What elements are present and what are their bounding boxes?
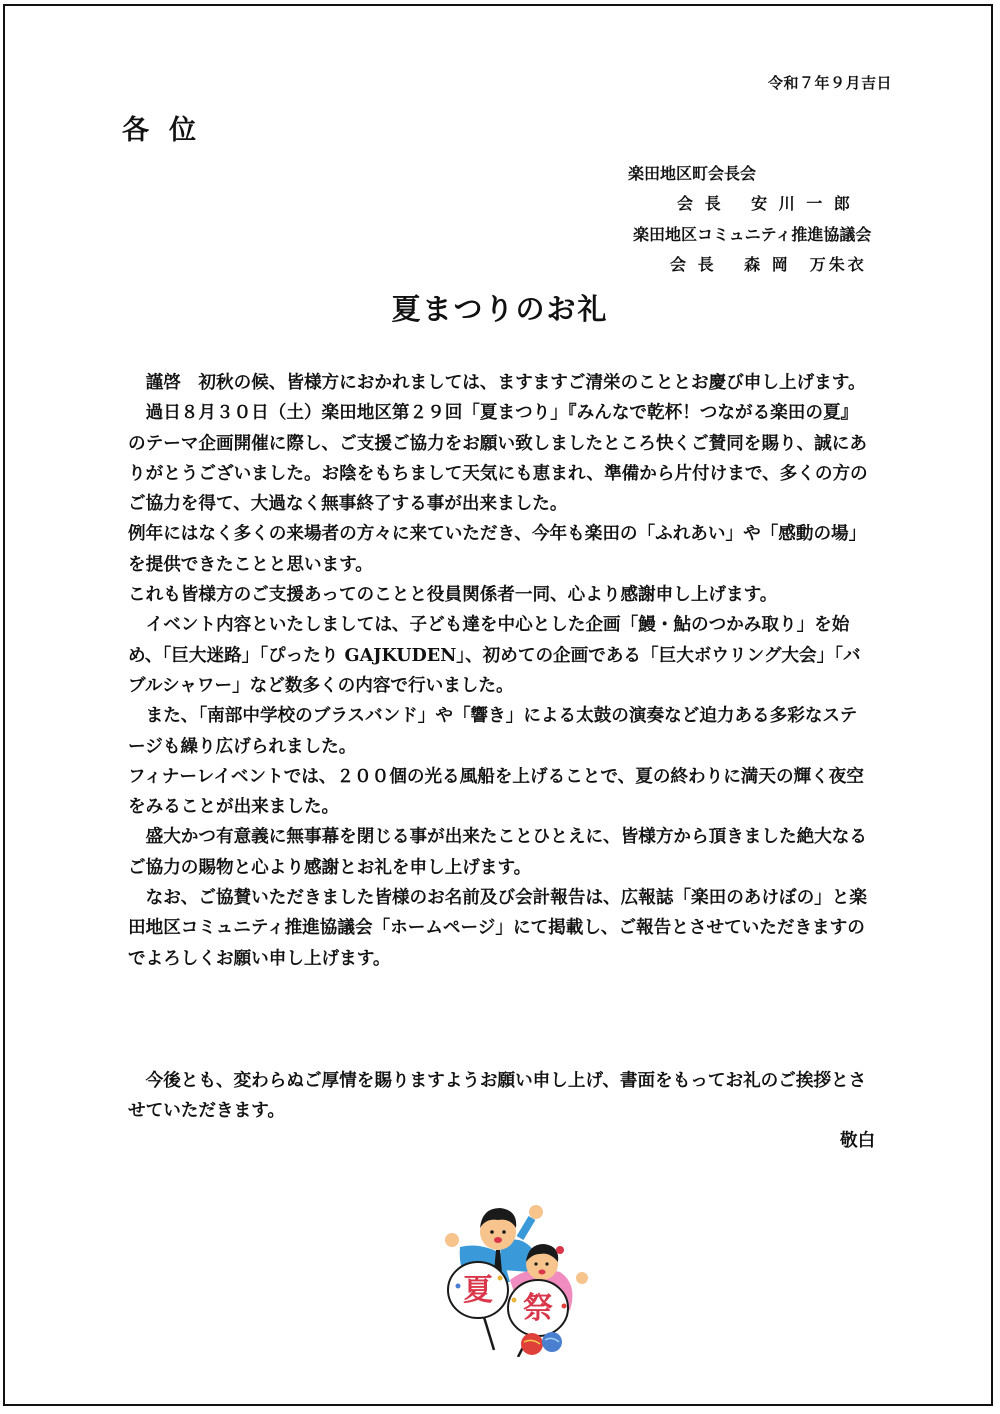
summer-festival-illustration bbox=[440, 1192, 600, 1357]
body-paragraph: これも皆様方のご支援あってのことと役員関係者一同、心より感謝申し上げます。 bbox=[128, 584, 778, 606]
letter-title: 夏まつりのお礼 bbox=[391, 292, 609, 326]
letter-body bbox=[128, 368, 868, 974]
body-paragraph: イベント内容といたしましては、子ども達を中心とした企画「鰻・鮎のつかみ取り」を始め、「巨大迷路」「ぴったり GAJKUDEN」、初めての企画である「巨大ボウリング大会」「バブルシャワー」など数多くの内容で行いました。 bbox=[128, 614, 861, 696]
fan-text-natsu: 夏 bbox=[463, 1273, 493, 1308]
body-paragraph: 過日８月３０日（土）楽田地区第２９回「夏まつり」『みんなで乾杯！つながる楽田の夏』のテーマ企画開催に際し、ご支援ご協力をお願い致しましたところ快くご賛同を賜り、誠にありがとうございました。お陰をもちまして天気にも恵まれ、準備から片付けまで、多くの方のご協力を得て、大過なく無事終了する事が出来ました。 bbox=[128, 402, 868, 515]
fan-text-matsuri: 祭 bbox=[523, 1291, 553, 1326]
sender-name-1: 会 長 安 川 一 郎 bbox=[677, 194, 853, 213]
body-paragraph: また、「南部中学校のブラスバンド」や「響き」による太鼓の演奏など迫力ある多彩なステージも繰り広げられました。 bbox=[128, 705, 858, 757]
sender-name-2: 会 長 森 岡 万朱衣 bbox=[670, 255, 867, 274]
uchiwa-fan-left bbox=[448, 1262, 508, 1350]
sender-org-2: 楽田地区コミュニティ推進協議会 bbox=[633, 225, 872, 244]
closing-word: 敬白 bbox=[840, 1130, 876, 1151]
closing-paragraph: 今後とも、変わらぬご厚情を賜りますようお願い申し上げ、書面をもってお礼のご挨拶とさせていただきます。 bbox=[128, 1070, 867, 1122]
closing-section bbox=[128, 1066, 868, 1127]
body-paragraph: 例年にはなく多くの来場者の方々に来ていただき、今年も楽田の「ふれあい」や「感動の場」を提供できたことと思います。 bbox=[128, 523, 867, 575]
addressee: 各位 bbox=[122, 115, 216, 146]
sender-org-1: 楽田地区町会長会 bbox=[628, 164, 757, 183]
body-paragraph: 盛大かつ有意義に無事幕を閉じる事が出来たことひとえに、皆様方から頂きました絶大なるご協力の賜物と心より感謝とお礼を申し上げます。 bbox=[128, 826, 867, 878]
body-paragraph: なお、ご協賛いただきました皆様のお名前及び会計報告は、広報誌「楽田のあけぼの」と楽田地区コミュニティ推進協議会「ホームページ」にて掲載し、ご報告とさせていただきますのでよろしくお願い申し上げます。 bbox=[128, 887, 867, 969]
letter-date: 令和７年９月吉日 bbox=[768, 74, 893, 92]
body-paragraph: 謹啓 初秋の候、皆様方におかれましては、ますますご清栄のこととお慶び申し上げます。 bbox=[128, 372, 866, 393]
body-paragraph: フィナーレイベントでは、２００個の光る風船を上げることで、夏の終わりに満天の輝く夜空をみることが出来ました。 bbox=[128, 765, 864, 818]
